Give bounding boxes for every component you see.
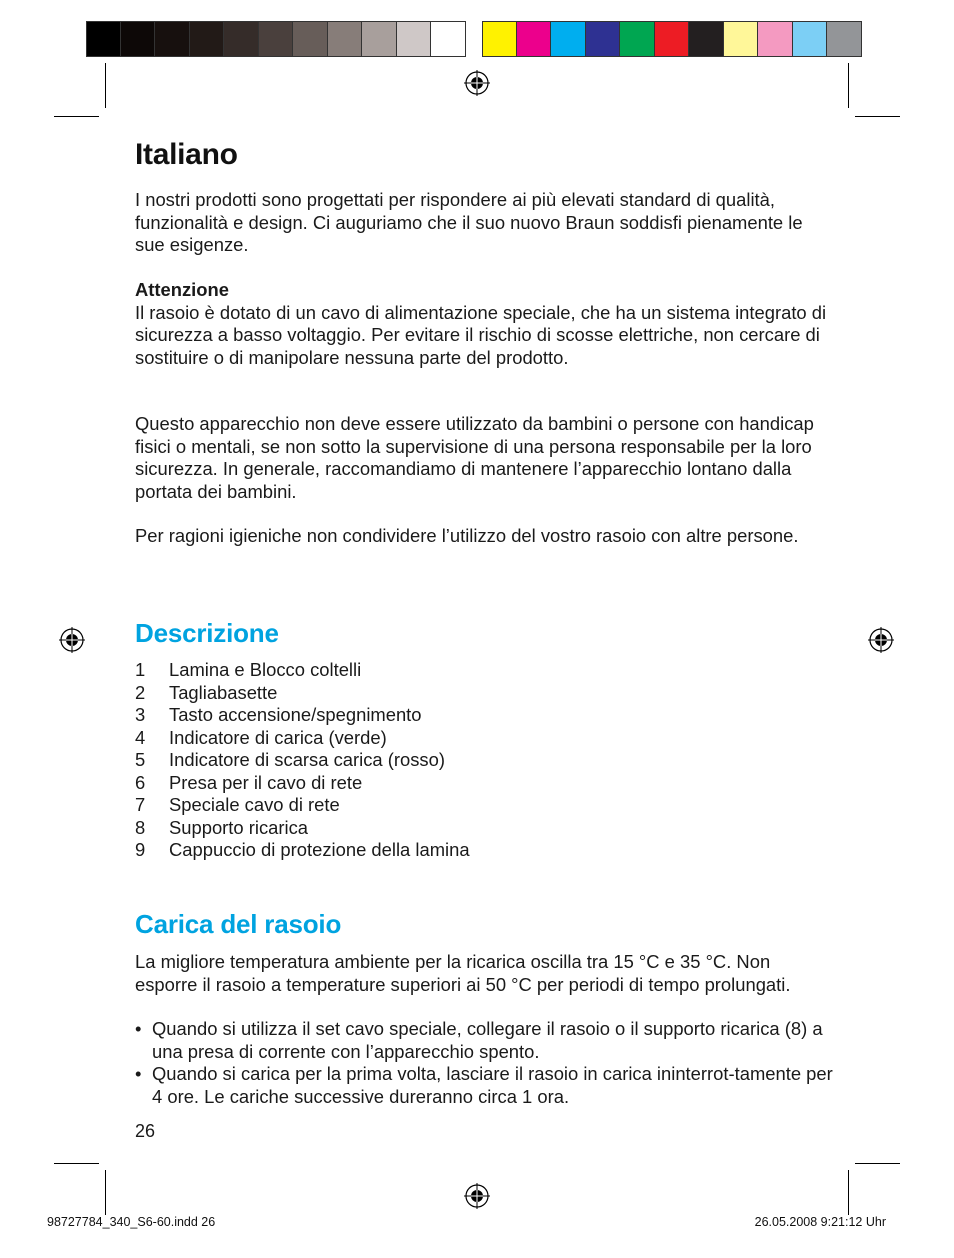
list-item-number: 1: [135, 659, 146, 680]
list-item-number: 3: [135, 704, 146, 725]
list-item-number: 9: [135, 839, 146, 860]
list-item-label: Tasto accensione/spegnimento: [169, 704, 422, 725]
crop-mark: [848, 63, 849, 108]
hygiene-note-paragraph: Per ragioni igieniche non condividere l’utilizzo del vostro rasoio con altre persone.: [135, 525, 799, 546]
crop-mark: [54, 116, 99, 117]
color-swatch: [362, 21, 397, 57]
list-item-number: 8: [135, 816, 146, 838]
warning-text: Il rasoio è dotato di un cavo di alimentazione speciale, che ha un sistema integrato di sicurezza a basso voltaggio. Per evitare il rischio di scosse elettriche, non cercare di sostituire o di manipolare nessuna parte del prodotto.: [135, 301, 827, 368]
registration-mark-icon: [464, 70, 490, 96]
registration-mark-icon: [868, 627, 894, 653]
list-item: [135, 817, 470, 840]
charging-heading: Carica del rasoio: [135, 909, 342, 939]
charging-paragraph: La migliore temperatura ambiente per la ricarica oscilla tra 15 °C e 35 °C. Non esporre il rasoio a temperature superiori ai 50 °C per periodi di tempo prolungati.: [135, 951, 791, 995]
list-item-label: Lamina e Blocco coltelli: [169, 659, 362, 680]
crop-mark: [105, 1170, 106, 1215]
color-swatch: [827, 21, 862, 57]
bullet-icon: •: [135, 1018, 142, 1039]
registration-mark-icon: [464, 1183, 490, 1209]
color-swatch: [586, 21, 621, 57]
list-item-label: Speciale cavo di rete: [169, 794, 340, 815]
color-swatch: [259, 21, 294, 57]
color-swatch: [655, 21, 690, 57]
bullet-text: Quando si utilizza il set cavo speciale, collegare il rasoio o il supporto ricarica (8) a una presa di corrente con l’apparecchio spento.: [152, 1018, 823, 1062]
list-item: [135, 682, 470, 705]
bullet-icon: •: [135, 1063, 142, 1084]
warning-heading: Attenzione: [135, 279, 229, 300]
page-title: Italiano: [135, 138, 238, 171]
list-item: [135, 727, 470, 750]
color-swatch: [190, 21, 225, 57]
list-item: [135, 772, 470, 795]
children-note-paragraph: Questo apparecchio non deve essere utilizzato da bambini o persone con handicap fisici o mentali, se non sotto la supervisione di una persona responsabile per la loro sicurezza. In generale, raccomandiamo di mantenere l’apparecchio lontano dalla portata dei bambini.: [135, 413, 814, 502]
color-swatch: [551, 21, 586, 57]
color-swatch: [620, 21, 655, 57]
list-item-label: Tagliabasette: [169, 681, 278, 703]
list-item: [135, 839, 470, 862]
color-swatch: [517, 21, 552, 57]
bullet-item: [135, 1018, 835, 1063]
registration-mark-icon: [59, 627, 85, 653]
list-item: [135, 794, 470, 817]
list-item-number: 7: [135, 794, 146, 815]
color-swatch: [397, 21, 432, 57]
list-item-label: Presa per il cavo di rete: [169, 771, 363, 793]
list-item-label: Indicatore di carica (verde): [169, 726, 387, 748]
crop-mark: [54, 1163, 99, 1164]
crop-mark: [855, 116, 900, 117]
crop-mark: [848, 1170, 849, 1215]
list-item: [135, 749, 470, 772]
list-item-label: Indicatore di scarsa carica (rosso): [169, 749, 445, 770]
color-swatch: [293, 21, 328, 57]
bullet-item: [135, 1063, 835, 1108]
footer-filename: 98727784_340_S6-60.indd 26: [47, 1215, 216, 1229]
color-swatch: [224, 21, 259, 57]
color-swatch: [121, 21, 156, 57]
parts-list: [135, 659, 470, 862]
color-swatch: [431, 21, 466, 57]
footer-timestamp: 26.05.2008 9:21:12 Uhr: [754, 1215, 886, 1229]
description-heading: Descrizione: [135, 618, 279, 648]
list-item-number: 6: [135, 771, 146, 793]
warning-block: [135, 279, 835, 369]
list-item: [135, 659, 470, 682]
color-swatch: [724, 21, 759, 57]
color-swatch: [86, 21, 121, 57]
color-swatch: [155, 21, 190, 57]
gray-calibration-bar: [86, 21, 466, 57]
color-swatch: [328, 21, 363, 57]
intro-paragraph: I nostri prodotti sono progettati per rispondere ai più elevati standard di qualità, funzionalità e design. Ci auguriamo che il suo nuovo Braun soddisfi pienamente le sue esigenze.: [135, 189, 803, 255]
list-item-number: 4: [135, 726, 146, 748]
crop-mark: [105, 63, 106, 108]
color-swatch: [793, 21, 828, 57]
list-item: [135, 704, 470, 727]
list-item-number: 5: [135, 749, 146, 770]
crop-mark: [855, 1163, 900, 1164]
color-calibration-bar: [482, 21, 862, 57]
bullet-text: Quando si carica per la prima volta, lasciare il rasoio in carica ininterrot-tamente per 4 ore. Le cariche successive dureranno circa 1 ora.: [152, 1063, 833, 1107]
list-item-label: Cappuccio di protezione della lamina: [169, 839, 470, 860]
page-number: 26: [135, 1121, 156, 1141]
color-swatch: [482, 21, 517, 57]
color-swatch: [758, 21, 793, 57]
charging-bullet-list: [135, 1018, 835, 1108]
color-swatch: [689, 21, 724, 57]
list-item-number: 2: [135, 681, 146, 703]
list-item-label: Supporto ricarica: [169, 816, 309, 838]
